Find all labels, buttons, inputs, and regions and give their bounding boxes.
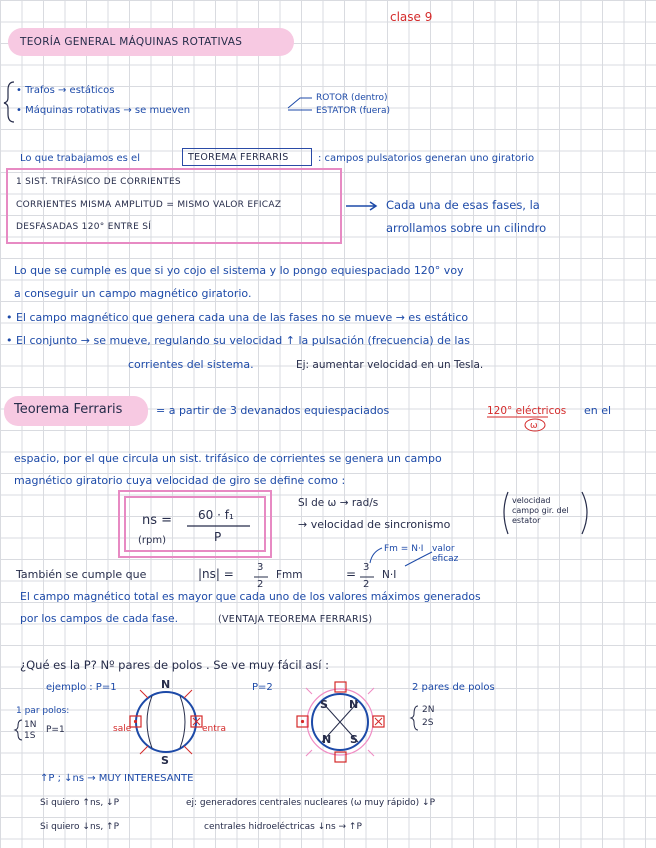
box-line-3: DESFASADAS 120° ENTRE SÍ (16, 222, 152, 232)
entra-label: entra (202, 724, 226, 734)
formula-si: SI de ω → rad/s (298, 497, 379, 509)
tambien-fmm: Fmm (276, 569, 303, 581)
box-line-2: CORRIENTES MISMA AMPLITUD = MISMO VALOR EFICAZ (16, 200, 282, 210)
pole-s-left-p2: S (320, 698, 328, 711)
two-s-label: 2S (422, 718, 434, 728)
pole-n-right-p2: N (349, 698, 359, 711)
brace-icon (4, 82, 14, 122)
one-n-label: 1N (24, 720, 37, 730)
campo-total-line-2: por los campos de cada fase. (20, 612, 179, 625)
ventaja-label: (VENTAJA TEOREMA FERRARIS) (218, 614, 373, 625)
right-line-1: Cada una de esas fases, la (386, 198, 540, 212)
para-line-5b: Ej: aumentar velocidad en un Tesla. (296, 359, 484, 371)
teorema-underlined: 120° eléctricos (487, 405, 567, 417)
machine-p2-diagram (297, 682, 384, 762)
para-line-5: corrientes del sistema. (128, 358, 254, 371)
tambien-frac-den: 2 (257, 579, 264, 590)
page-title: TEORÍA GENERAL MÁQUINAS ROTATIVAS (20, 36, 243, 48)
valor-eficaz-label: valor eficaz (432, 544, 459, 564)
formula-numerator: 60 · f₁ (198, 508, 234, 522)
tambien-frac2-num: 3 (363, 562, 370, 573)
estator-label: ESTATOR (fuera) (316, 106, 390, 116)
pole-n-left-p2: N (322, 733, 332, 746)
tambien-ni: N·I (382, 569, 397, 581)
para-line-3: • El campo magnético que genera cada una de las fases no se mueve → es estático (6, 311, 469, 324)
tambien-frac-num: 3 (257, 562, 264, 573)
footer-line-2a: Si quiero ↑ns, ↓P (40, 798, 120, 808)
teorema-boxed-label: TEOREMA FERRARIS (188, 152, 289, 163)
ejemplo-p1: ejemplo : P=1 (46, 682, 117, 693)
formula-sincronismo: → velocidad de sincronismo (298, 518, 451, 531)
tambien-frac2-den: 2 (363, 579, 370, 590)
para-line-4: • El conjunto → se mueve, regulando su velocidad ↑ la pulsación (frecuencia) de las (6, 334, 470, 347)
tambien-abs: |ns| = (198, 567, 234, 581)
footer-line-2b: ej: generadores centrales nucleares (ω muy rápido) ↓P (186, 798, 436, 808)
polos-question: ¿Qué es la P? Nº pares de polos . Se ve muy fácil así : (20, 658, 330, 672)
ferraris-text-after: : campos pulsatorios generan uno giratorio (318, 153, 535, 164)
one-s-label: 1S (24, 731, 36, 741)
rotor-label: ROTOR (dentro) (316, 93, 388, 103)
pole-n-top-p1: N (161, 678, 171, 691)
intro-line-trafos: • Trafos → estáticos (16, 85, 115, 96)
footer-line-3b: centrales hidroeléctricas ↓ns → ↑P (204, 822, 362, 832)
intro-line-maquinas: • Máquinas rotativas → se mueven (16, 105, 191, 116)
ferraris-text-before: Lo que trabajamos es el (20, 153, 140, 164)
arrow-rotor-icon (288, 98, 312, 108)
right-line-2: arrollamos sobre un cilindro (386, 221, 547, 235)
arrow-right-icon (346, 202, 376, 210)
formula-paren: velocidad campo gir. del estator (512, 496, 569, 525)
teorema-label: Teorema Ferraris (14, 402, 123, 417)
footer-line-3a: Si quiero ↓ns, ↑P (40, 822, 120, 832)
pole-s-bottom-p1: S (161, 754, 169, 767)
tambien-eq2: = (346, 567, 357, 581)
teorema-line-1: = a partir de 3 devanados equiespaciados (156, 404, 390, 417)
formula-denominator: P (214, 530, 222, 544)
sale-label: sale (113, 724, 132, 734)
para-line-2: a conseguir un campo magnético giratorio. (14, 287, 252, 300)
class-number: clase 9 (390, 10, 433, 24)
pole-s-right-p2: S (350, 733, 358, 746)
para-line-1: Lo que se cumple es que si yo cojo el sistema y lo pongo equiespaciado 120° voy (14, 264, 464, 277)
teorema-line-3: magnético giratorio cuya velocidad de giro se define como : (14, 474, 346, 487)
teorema-line-2: espacio, por el que circula un sist. trifásico de corrientes se genera un campo (14, 452, 442, 465)
two-n-label: 2N (422, 705, 435, 715)
campo-total-line-1: El campo magnético total es mayor que cada uno de los valores máximos generados (20, 590, 481, 603)
ejemplo-p2: P=2 (252, 682, 273, 693)
tambien-text: También se cumple que (16, 568, 147, 581)
fm-label: Fm = N·I (384, 544, 424, 554)
box-line-1: 1 SIST. TRIFÁSICO DE CORRIENTES (16, 177, 181, 187)
formula-rpm: (rpm) (138, 535, 167, 546)
formula-ns: ns = (142, 513, 173, 528)
pares-label: 2 pares de polos (412, 682, 495, 693)
machine-p1-diagram (130, 690, 202, 754)
footer-line-1: ↑P ; ↓ns → MUY INTERESANTE (40, 773, 194, 784)
teorema-circled: ω (530, 421, 538, 431)
one-par-label: 1 par polos: (16, 706, 70, 716)
p1b-label: P=1 (46, 725, 65, 735)
teorema-line-1-end: en el (584, 404, 612, 417)
